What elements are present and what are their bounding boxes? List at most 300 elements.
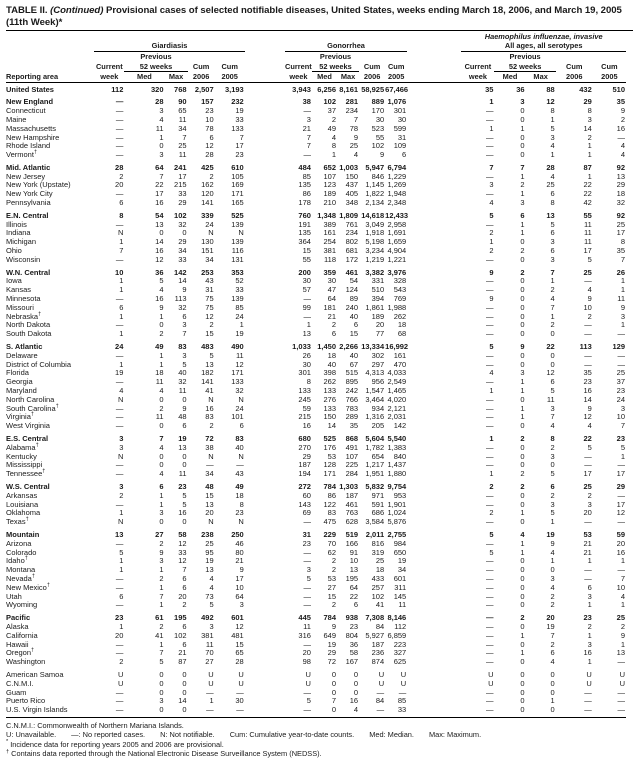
data-cell: 30 <box>302 359 311 369</box>
data-cell: 0 <box>159 228 164 238</box>
data-cell: 0 <box>520 460 525 470</box>
data-cell: — <box>584 359 592 369</box>
column-gap <box>245 134 285 143</box>
data-cell: 0 <box>520 600 525 610</box>
data-cell: — <box>115 150 124 160</box>
data-cell: 29 <box>616 180 625 190</box>
data-cell: 1,383 <box>387 442 407 452</box>
data-cell: — <box>485 412 494 422</box>
data-cell: 54 <box>155 210 164 220</box>
data-cell: 3 <box>550 573 555 583</box>
data-cell: 23 <box>583 377 592 387</box>
column-gap <box>407 527 461 540</box>
column-gap <box>245 151 285 160</box>
data-cell: 19 <box>235 106 244 116</box>
data-cell: 10 <box>616 412 625 422</box>
data-cell: 11 <box>398 600 407 610</box>
data-cell: — <box>115 254 124 264</box>
data-cell: 2 <box>550 639 555 649</box>
table-row <box>6 134 626 143</box>
data-cell: 19 <box>397 556 407 566</box>
data-cell: 0 <box>520 285 525 295</box>
column-gap <box>407 181 461 190</box>
data-cell: 19 <box>205 556 214 566</box>
row-label: Pacific <box>6 613 31 623</box>
data-cell: 6 <box>182 639 187 649</box>
data-cell: 3 <box>587 499 592 509</box>
data-cell: 92 <box>616 162 625 172</box>
data-cell: 5 <box>489 342 494 352</box>
column-gap <box>407 286 461 295</box>
data-cell: 21 <box>302 123 311 133</box>
data-cell: — <box>485 538 494 548</box>
data-cell: 2,958 <box>387 219 407 229</box>
column-gap <box>245 431 285 444</box>
data-cell: 840 <box>393 451 407 461</box>
data-cell: 2 <box>159 403 164 413</box>
data-cell: 769 <box>393 294 407 304</box>
data-cell: 6 <box>182 582 187 592</box>
data-cell: 3,464 <box>365 394 385 404</box>
row-label: Alabama† <box>6 442 39 452</box>
data-cell: U <box>378 669 385 679</box>
data-cell: 4 <box>520 529 525 539</box>
row-label: Minnesota <box>6 294 41 304</box>
data-cell: 1 <box>587 556 592 566</box>
abbreviation-definition: U: Unavailable. <box>6 730 57 740</box>
data-cell: 4 <box>159 469 164 479</box>
data-cell: 194 <box>298 469 311 479</box>
data-cell: 18 <box>375 565 385 575</box>
data-cell: 14,618 <box>361 210 385 220</box>
data-cell: 6 <box>550 648 555 658</box>
data-cell: 5 <box>159 657 164 667</box>
data-cell: 133 <box>231 123 244 133</box>
data-cell: — <box>485 490 494 500</box>
data-cell: 4,313 <box>365 368 385 378</box>
data-cell: 13,334 <box>361 342 385 352</box>
table-row <box>6 321 626 330</box>
data-cell: 7 <box>550 267 555 277</box>
data-cell: — <box>584 460 592 470</box>
row-label: American Samoa <box>6 669 64 679</box>
data-cell: 130 <box>201 237 214 247</box>
cum-header: Cum <box>601 62 618 72</box>
data-cell: 33 <box>235 114 244 124</box>
data-cell: 348 <box>345 198 359 208</box>
group-title-giardiasis: Giardiasis <box>94 41 244 52</box>
data-cell: 30 <box>302 276 311 286</box>
table-row <box>6 518 626 527</box>
column-gap <box>407 610 461 623</box>
data-cell: 35 <box>349 421 359 431</box>
data-cell: 28 <box>205 150 214 160</box>
data-cell: U <box>488 669 494 679</box>
data-cell: 20 <box>375 320 385 330</box>
data-cell: 49 <box>327 123 337 133</box>
table-row <box>6 479 626 492</box>
column-gap <box>407 479 461 492</box>
column-gap <box>407 229 461 238</box>
row-label: Puerto Rico <box>6 696 46 706</box>
data-cell: 16 <box>155 294 164 304</box>
data-cell: 2 <box>119 490 124 500</box>
column-gap <box>245 527 285 540</box>
data-cell: 3 <box>550 132 555 142</box>
data-cell: 223 <box>393 639 407 649</box>
table-row <box>6 221 626 230</box>
abbreviation-definition: —: No reported cases. <box>71 730 146 740</box>
data-cell: 1,221 <box>387 254 407 264</box>
data-cell: — <box>617 517 625 527</box>
data-cell: — <box>303 106 311 116</box>
data-cell: 17 <box>235 573 244 583</box>
data-cell: 13 <box>205 359 214 369</box>
data-cell: 1 <box>119 359 124 369</box>
data-cell: 169 <box>231 180 244 190</box>
data-cell: 601 <box>393 573 407 583</box>
data-cell: 1,951 <box>365 469 385 479</box>
data-cell: 18 <box>327 350 337 360</box>
data-cell: 1 <box>520 547 525 557</box>
data-cell: N <box>117 394 124 404</box>
data-cell: 64 <box>327 294 337 304</box>
data-cell: 0 <box>159 320 164 330</box>
data-cell: 0 <box>520 705 525 715</box>
data-cell: — <box>115 114 124 124</box>
data-cell: 13 <box>115 529 124 539</box>
data-cell: 7 <box>620 421 625 431</box>
data-cell: 766 <box>345 394 359 404</box>
data-cell: 0 <box>331 678 337 688</box>
column-gap <box>245 396 285 405</box>
data-cell: 13 <box>155 219 164 229</box>
row-label: Mississippi <box>6 460 43 470</box>
data-cell: 0 <box>182 669 187 679</box>
data-cell: 13 <box>178 442 187 452</box>
data-cell: 1 <box>550 311 555 321</box>
data-cell: 425 <box>201 162 214 172</box>
column-gap <box>245 470 285 479</box>
data-cell: 1 <box>620 320 625 330</box>
data-cell: 11 <box>155 377 164 387</box>
data-cell: 1,024 <box>387 508 407 518</box>
data-cell: — <box>485 600 494 610</box>
data-cell: 6 <box>550 377 555 387</box>
data-cell: 1 <box>520 648 525 658</box>
data-cell: 27 <box>205 657 214 667</box>
column-gap <box>407 107 461 116</box>
table-row <box>6 610 626 623</box>
data-cell: 4 <box>550 171 555 181</box>
data-cell: 128 <box>323 460 337 470</box>
data-cell: 20 <box>178 591 187 601</box>
data-cell: 241 <box>174 162 187 172</box>
data-cell: — <box>236 460 244 470</box>
data-cell: 3 <box>587 591 592 601</box>
data-cell: 4 <box>489 198 494 208</box>
data-cell: 14 <box>178 696 187 706</box>
column-gap <box>245 181 285 190</box>
data-cell: 24 <box>115 342 124 352</box>
data-cell: 189 <box>371 311 385 321</box>
data-cell: 118 <box>324 254 337 264</box>
data-cell: 16 <box>583 386 592 396</box>
data-cell: 30 <box>375 114 385 124</box>
footnotes <box>6 721 633 759</box>
data-cell: 7 <box>306 141 311 151</box>
data-cell: 9 <box>587 403 592 413</box>
data-cell: 195 <box>174 613 187 623</box>
row-label: Missouri <box>6 302 34 312</box>
data-cell: — <box>617 350 625 360</box>
data-cell: 1 <box>119 556 124 566</box>
data-cell: — <box>376 705 385 715</box>
data-cell: — <box>617 460 625 470</box>
data-cell: 5 <box>489 529 494 539</box>
data-cell: 381 <box>201 630 214 640</box>
data-cell: 33 <box>178 547 187 557</box>
data-cell: 650 <box>393 547 407 557</box>
table-row <box>6 387 626 396</box>
data-cell: N <box>117 451 124 461</box>
table-row <box>6 461 626 470</box>
data-cell: 5,947 <box>365 162 385 172</box>
data-cell: 353 <box>231 267 244 277</box>
table-row <box>6 160 626 173</box>
data-cell: 1 <box>119 311 124 321</box>
data-cell: 229 <box>323 529 337 539</box>
column-gap <box>245 697 285 706</box>
data-cell: 804 <box>345 630 359 640</box>
table-header <box>6 32 626 83</box>
data-cell: 102 <box>323 97 337 107</box>
data-cell: 7 <box>620 573 625 583</box>
data-cell: 2 <box>520 481 525 491</box>
data-cell: 1 <box>331 150 337 160</box>
data-cell: 70 <box>205 648 214 658</box>
data-cell: 1 <box>159 582 164 592</box>
data-cell: 591 <box>371 499 385 509</box>
data-cell: 1 <box>239 320 244 330</box>
data-cell: 40 <box>235 442 244 452</box>
data-cell: — <box>485 639 494 649</box>
column-gap <box>407 277 461 286</box>
data-cell: 89 <box>349 294 359 304</box>
data-cell: 9 <box>620 106 625 116</box>
data-cell: 15 <box>302 246 311 256</box>
data-cell: 34 <box>205 254 214 264</box>
row-label: W.N. Central <box>6 267 51 277</box>
data-cell: — <box>303 556 311 566</box>
data-cell: 59 <box>616 529 625 539</box>
data-cell: N <box>117 228 124 238</box>
column-gap <box>407 151 461 160</box>
data-cell: 133 <box>298 386 311 396</box>
data-cell: 2 <box>159 621 164 631</box>
data-cell: 3 <box>620 311 625 321</box>
table-row <box>6 256 626 265</box>
data-cell: 16 <box>205 403 214 413</box>
data-cell: — <box>584 696 592 706</box>
data-cell: 7 <box>520 162 525 172</box>
data-cell: — <box>115 573 124 583</box>
data-cell: 25 <box>616 613 625 623</box>
data-cell: 1 <box>159 499 164 509</box>
column-gap <box>245 405 285 414</box>
data-cell: 12 <box>546 97 555 107</box>
data-cell: 72 <box>327 657 337 667</box>
data-cell: 150 <box>323 412 337 422</box>
data-cell: 2 <box>209 320 214 330</box>
data-cell: N <box>208 228 214 238</box>
data-cell: 2 <box>550 285 555 295</box>
data-cell: 394 <box>371 294 385 304</box>
data-cell: 0 <box>520 237 525 247</box>
row-label: New York City <box>6 189 53 199</box>
data-cell: — <box>485 285 494 295</box>
data-cell: 19 <box>546 621 555 631</box>
data-cell: 4 <box>620 150 625 160</box>
data-cell: 1,217 <box>365 460 385 470</box>
column-gap <box>407 378 461 387</box>
data-cell: 171 <box>323 469 337 479</box>
data-cell: — <box>584 350 592 360</box>
data-cell: 9 <box>353 132 359 142</box>
data-cell: 0 <box>159 460 164 470</box>
data-cell: 36 <box>349 639 359 649</box>
data-cell: 2,549 <box>387 377 407 387</box>
data-cell: 0 <box>520 442 525 452</box>
data-cell: 13 <box>349 565 359 575</box>
data-cell: 16 <box>616 547 625 557</box>
data-cell: 327 <box>393 648 407 658</box>
column-gap <box>245 208 285 221</box>
data-cell: — <box>617 565 625 575</box>
column-gap <box>245 632 285 641</box>
data-cell: — <box>485 141 494 151</box>
data-cell: 6 <box>520 210 525 220</box>
data-cell: 3 <box>550 403 555 413</box>
data-cell: 4 <box>159 114 164 124</box>
data-cell: 6,256 <box>317 84 337 94</box>
data-cell: 17 <box>616 499 625 509</box>
data-cell: — <box>236 687 244 697</box>
data-cell: 20 <box>115 630 124 640</box>
data-cell: 0 <box>353 669 359 679</box>
data-cell: — <box>617 696 625 706</box>
data-cell: 3 <box>550 499 555 509</box>
data-cell: — <box>485 320 494 330</box>
data-cell: 54 <box>349 276 359 286</box>
data-cell: — <box>115 696 124 706</box>
data-cell: 85 <box>397 696 407 706</box>
data-cell: 26 <box>302 350 311 360</box>
column-gap <box>245 566 285 575</box>
data-cell: 18 <box>235 490 244 500</box>
table-row <box>6 601 626 610</box>
column-gap <box>245 321 285 330</box>
cum-header: Cum <box>566 62 583 72</box>
data-cell: 289 <box>345 412 359 422</box>
row-label: South Dakota <box>6 329 52 339</box>
table-row <box>6 339 626 352</box>
data-cell: 3 <box>119 442 124 452</box>
data-cell: 33 <box>235 285 244 295</box>
title-text: Provisional cases of selected notifiable diseases, United States, weeks ending March 18, 2006, and March 19, 2005 (11th Week)* <box>6 5 622 28</box>
data-cell: 0 <box>520 517 525 527</box>
row-label: Arkansas <box>6 490 38 500</box>
data-cell: 98 <box>302 657 311 667</box>
table-body <box>6 83 626 715</box>
table-row <box>6 173 626 182</box>
data-cell: 11 <box>178 469 187 479</box>
data-cell: 254 <box>323 237 337 247</box>
data-cell: 18 <box>397 320 407 330</box>
data-cell: 2 <box>331 320 337 330</box>
data-cell: 5 <box>119 547 124 557</box>
row-label: Indiana <box>6 228 31 238</box>
data-cell: 7 <box>119 246 124 256</box>
data-cell: 23 <box>349 621 359 631</box>
previous-header: Previous <box>509 52 541 62</box>
data-cell: 9 <box>620 302 625 312</box>
data-cell: 2 <box>489 246 494 256</box>
column-gap <box>407 160 461 173</box>
data-cell: 895 <box>345 377 359 387</box>
data-cell: 11 <box>178 114 187 124</box>
row-label: Tennessee† <box>6 468 46 479</box>
data-cell: 84 <box>375 696 385 706</box>
data-cell: 16,992 <box>385 342 409 352</box>
cum-header: Cum <box>387 62 405 72</box>
column-gap <box>407 116 461 125</box>
data-cell: 12 <box>178 556 187 566</box>
data-cell: 129 <box>612 342 625 352</box>
data-cell: 625 <box>393 657 407 667</box>
column-gap <box>245 199 285 208</box>
data-cell: 70 <box>327 538 337 548</box>
column-gap <box>407 83 461 95</box>
data-cell: 262 <box>323 377 337 387</box>
weeks52-header: 52 weeks <box>312 62 359 72</box>
data-cell: 2 <box>331 556 337 566</box>
week-header: week <box>94 71 124 82</box>
data-cell: 20 <box>616 538 625 548</box>
data-cell: — <box>485 582 494 592</box>
data-cell: 681 <box>345 246 359 256</box>
column-gap <box>407 453 461 462</box>
column-gap <box>407 208 461 221</box>
column-gap <box>407 697 461 706</box>
data-cell: 30 <box>397 114 407 124</box>
data-cell: 12 <box>616 508 625 518</box>
data-cell: 234 <box>345 228 359 238</box>
data-cell: 1,809 <box>339 210 359 220</box>
data-cell: 437 <box>345 180 359 190</box>
data-cell: 7 <box>331 696 337 706</box>
data-cell: — <box>303 547 311 557</box>
row-label: Arizona <box>6 538 32 548</box>
data-cell: 20 <box>302 648 311 658</box>
data-cell: 12 <box>205 141 214 151</box>
data-cell: 470 <box>393 359 407 369</box>
data-cell: 101 <box>231 412 244 422</box>
data-cell: 65 <box>178 106 187 116</box>
column-gap <box>407 667 461 680</box>
data-cell: 6 <box>550 246 555 256</box>
data-cell: 78 <box>205 123 214 133</box>
